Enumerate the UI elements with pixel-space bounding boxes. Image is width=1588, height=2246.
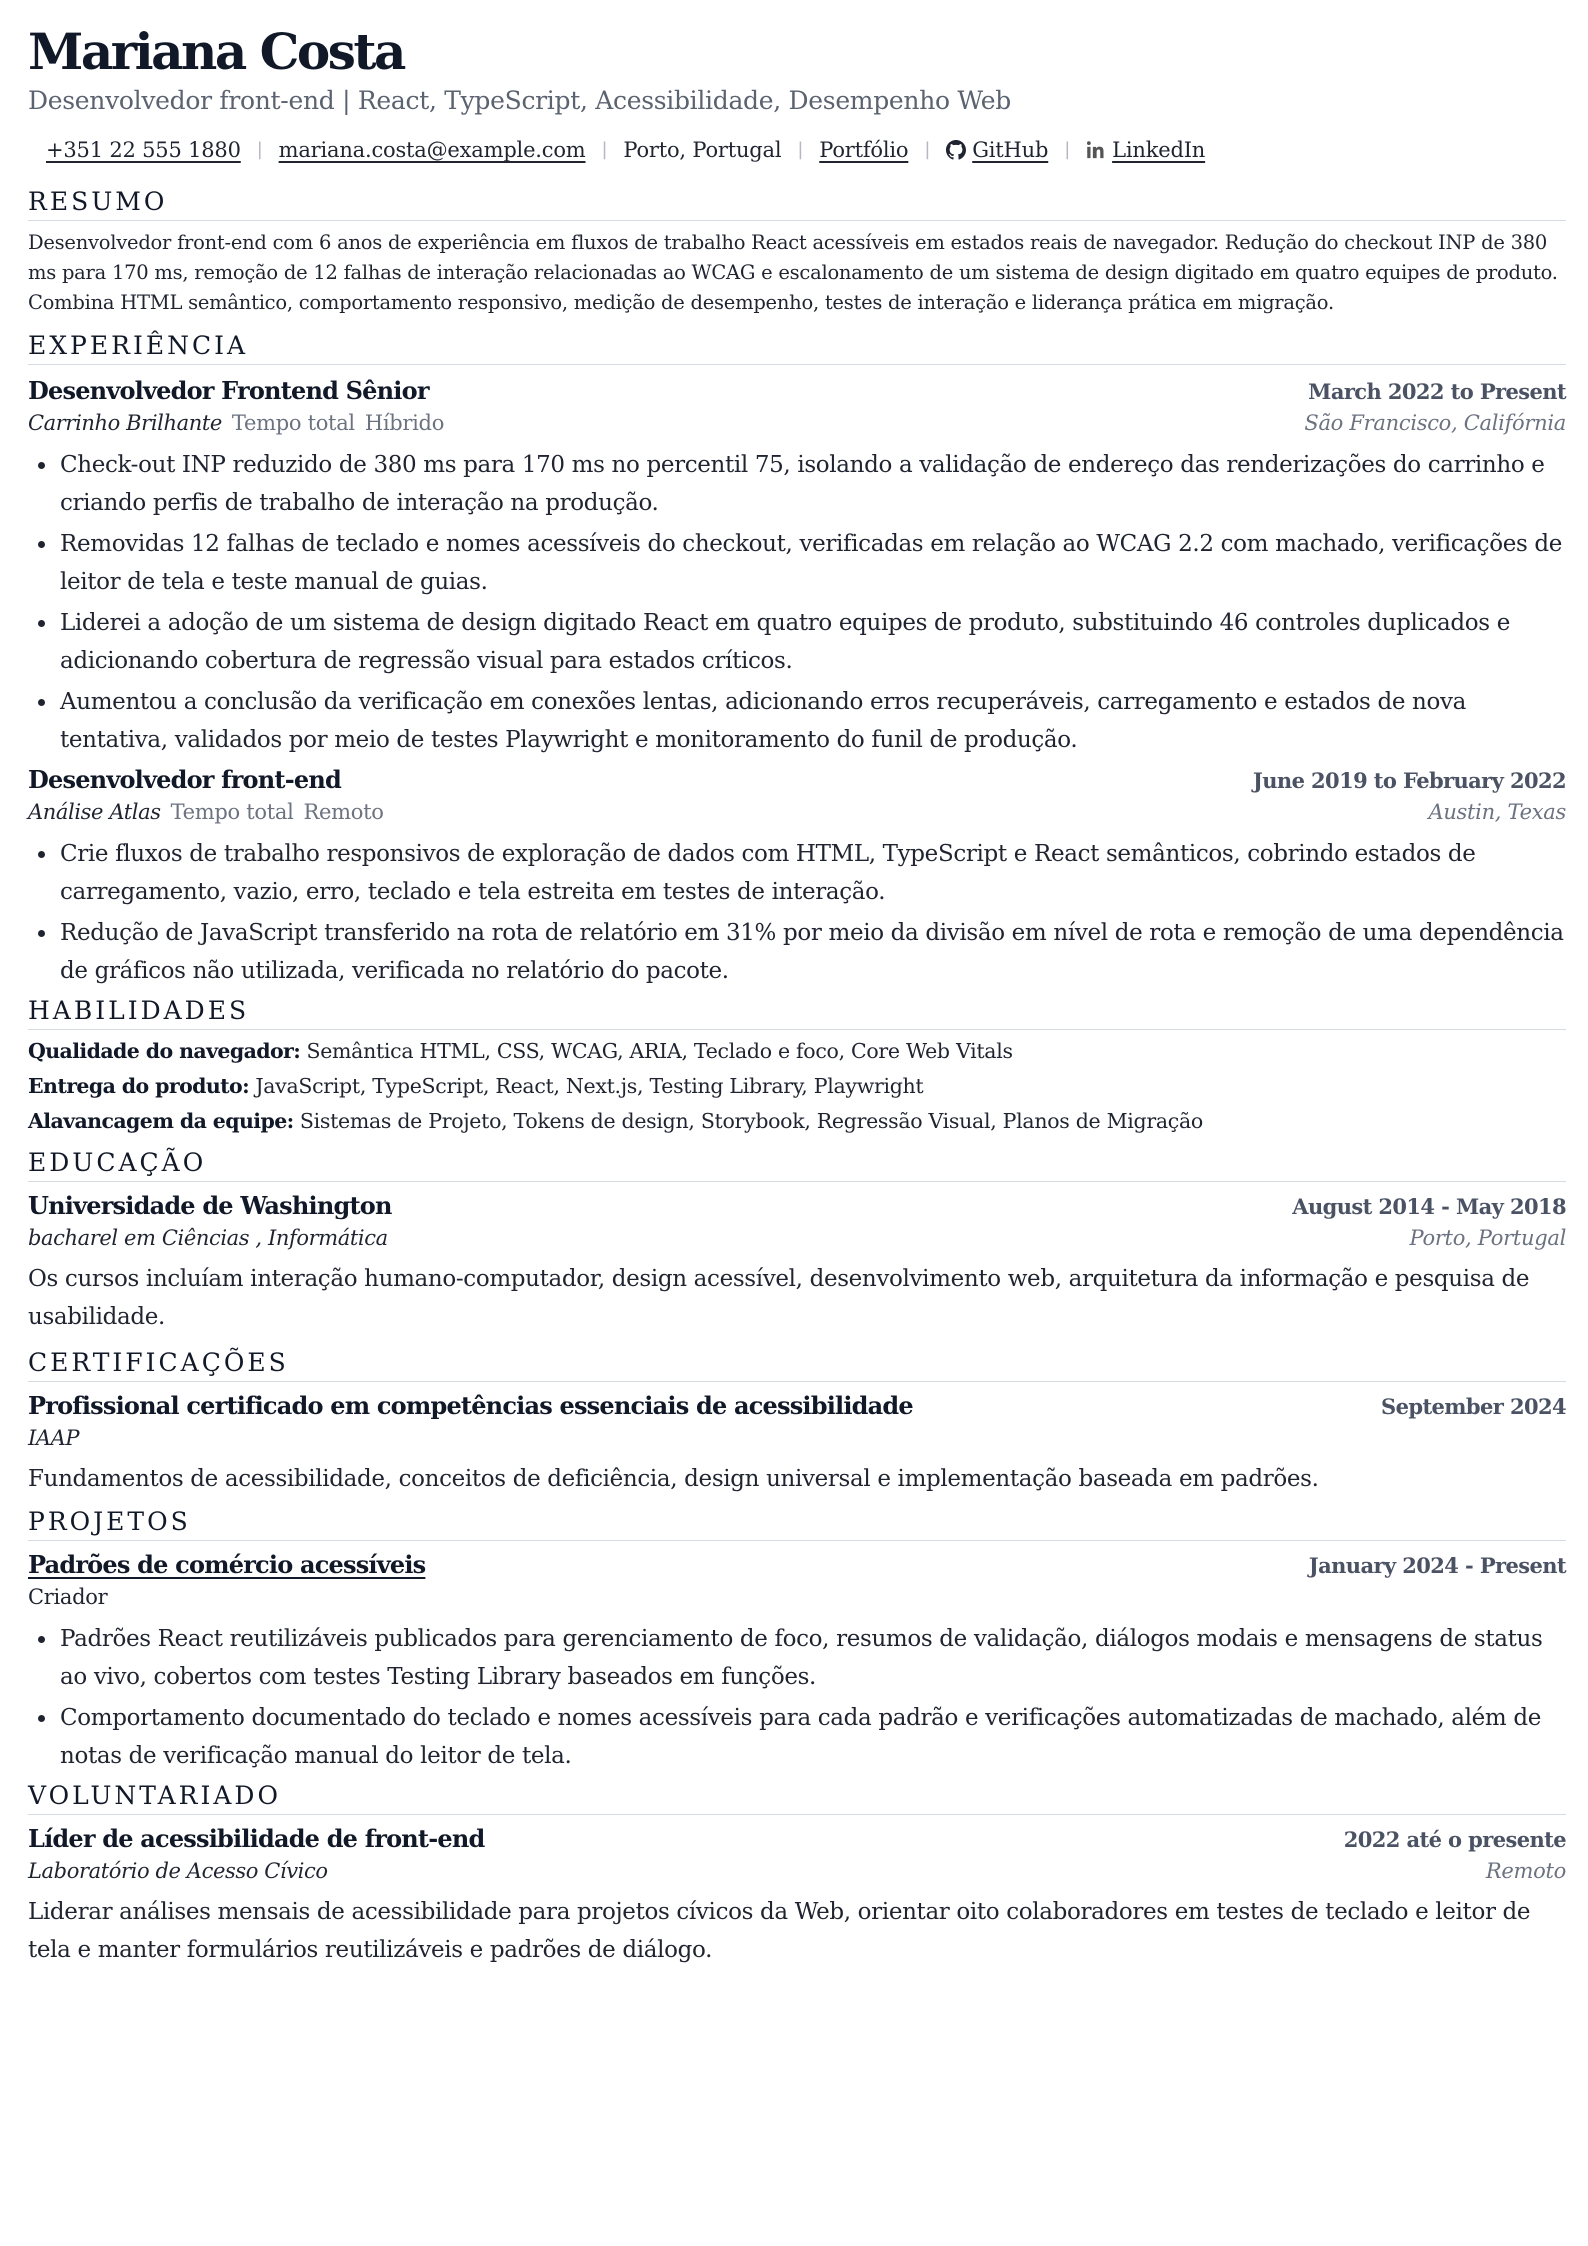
volunteer-dates: 2022 até o presente (1343, 1827, 1566, 1852)
bullet-item: • Check-out INP reduzido de 380 ms para 170 ms no percentil 75, isolando a validação de endereço das renderizações do carrinho e criando perfis de trabalho de interação na produção. (58, 446, 1566, 522)
skill-value: Sistemas de Projeto, Tokens de design, Storybook, Regressão Visual, Planos de Migração (299, 1109, 1203, 1133)
job-dates: June 2019 to February 2022 (1252, 768, 1566, 793)
volunteer-role: Líder de acessibilidade de front-end (28, 1824, 485, 1853)
bullet-item: • Comportamento documentado do teclado e nomes acessíveis para cada padrão e verificações automatizadas de machado, além de notas de verificação manual do leitor de tela. (58, 1699, 1566, 1775)
education-section (28, 1148, 1566, 1336)
summary-section (28, 187, 1566, 318)
project-name-link[interactable]: Padrões de comércio acessíveis (28, 1550, 426, 1579)
skill-label: Entrega do produto: (28, 1074, 250, 1098)
job-location: Austin, Texas (1428, 800, 1566, 824)
job-bullets (28, 446, 1566, 759)
skill-row (28, 1034, 1566, 1069)
bullet-item: • Liderei a adoção de um sistema de design digitado React em quatro equipes de produto, substituindo 46 controles duplicados e adicionando cobertura de regressão visual para estados críticos. (58, 604, 1566, 680)
section-title-summary: RESUMO (28, 187, 1566, 221)
school-name: Universidade de Washington (28, 1191, 392, 1220)
separator: | (256, 139, 263, 160)
employment-type: Tempo total (231, 411, 355, 435)
section-title-certifications: CERTIFICAÇÕES (28, 1348, 1566, 1382)
linkedin-icon (1086, 140, 1106, 160)
portfolio-link[interactable]: Portfólio (819, 138, 909, 162)
certifications-section (28, 1348, 1566, 1498)
job-title: Desenvolvedor front-end (28, 765, 341, 794)
experience-section (28, 331, 1566, 990)
company-name: Análise Atlas (28, 800, 161, 824)
bullet-item: • Aumentou a conclusão da verificação em conexões lentas, adicionando erros recuperáveis, carregamento e estados de nova tentativa, validados por meio de testes Playwright e monitoramento do funil de produção. (58, 683, 1566, 759)
skill-value: JavaScript, TypeScript, React, Next.js, Testing Library, Playwright (255, 1074, 924, 1098)
skill-value: Semântica HTML, CSS, WCAG, ARIA, Teclado e foco, Core Web Vitals (306, 1039, 1013, 1063)
degree: bacharel em Ciências , Informática (28, 1226, 388, 1250)
certification-text: Fundamentos de acessibilidade, conceitos de deficiência, design universal e implementação baseada em padrões. (28, 1466, 1319, 1492)
volunteer-location: Remoto (1485, 1859, 1566, 1883)
phone-link[interactable]: +351 22 555 1880 (46, 138, 241, 162)
bullet-item: • Redução de JavaScript transferido na rota de relatório em 31% por meio da divisão em nível de rota e remoção de uma dependência de gráficos não utilizada, verificada no relatório do pacote. (58, 914, 1566, 990)
bullet-item: • Crie fluxos de trabalho responsivos de exploração de dados com HTML, TypeScript e React semânticos, cobrindo estados de carregamento, vazio, erro, teclado e tela estreita em testes de interação. (58, 835, 1566, 911)
job-title: Desenvolvedor Frontend Sênior (28, 376, 429, 405)
candidate-name: Mariana Costa (28, 22, 404, 81)
section-title-education: EDUCAÇÃO (28, 1148, 1566, 1182)
summary-text: Desenvolvedor front-end com 6 anos de experiência em fluxos de trabalho React acessíveis em estados reais de navegador. Redução do checkout INP de 380 ms para 170 ms, remoção de 12 falhas de interação relacionadas ao WCAG e escalonamento de um sistema de design digitado em quatro equipes de produto. Combina HTML semântico, comportamento responsivo, medição de desempenho, testes de interação e liderança prática em migração. (28, 231, 1558, 314)
section-title-skills: HABILIDADES (28, 996, 1566, 1030)
job-bullets (28, 835, 1566, 990)
linkedin-link-wrap[interactable] (1086, 135, 1205, 165)
contact-bar (46, 135, 1566, 165)
separator: | (1064, 139, 1071, 160)
volunteer-org: Laboratório de Acesso Cívico (28, 1859, 328, 1883)
job-dates: March 2022 to Present (1308, 379, 1566, 404)
certification-date: September 2024 (1381, 1394, 1566, 1419)
section-title-experience: EXPERIÊNCIA (28, 331, 1566, 365)
employment-type: Tempo total (170, 800, 294, 824)
volunteer-section (28, 1781, 1566, 1969)
linkedin-link[interactable]: LinkedIn (1112, 138, 1206, 162)
github-link[interactable]: GitHub (972, 138, 1049, 162)
project-dates: January 2024 - Present (1308, 1553, 1566, 1578)
headline: Desenvolvedor front-end | React, TypeScript, Acessibilidade, Desempenho Web (28, 86, 1011, 115)
projects-section (28, 1507, 1566, 1775)
resume-page (28, 22, 1566, 1969)
work-mode: Remoto (303, 800, 384, 824)
experience-entry (28, 764, 1566, 990)
job-location: São Francisco, Califórnia (1304, 411, 1566, 435)
skill-label: Alavancagem da equipe: (28, 1109, 294, 1133)
skills-section (28, 996, 1566, 1139)
bullet-item: • Padrões React reutilizáveis publicados para gerenciamento de foco, resumos de validação, diálogos modais e mensagens de status ao vivo, cobertos com testes Testing Library baseados em funções. (58, 1620, 1566, 1696)
education-dates: August 2014 - May 2018 (1292, 1194, 1566, 1219)
education-text: Os cursos incluíam interação humano-computador, design acessível, desenvolvimento web, arquitetura da informação e pesquisa de usabilidade. (28, 1266, 1530, 1330)
company-name: Carrinho Brilhante (28, 411, 222, 435)
education-location: Porto, Portugal (1409, 1226, 1566, 1250)
location-text: Porto, Portugal (623, 138, 782, 162)
project-role: Criador (28, 1585, 108, 1609)
certification-issuer: IAAP (28, 1426, 80, 1450)
email-link[interactable]: mariana.costa@example.com (278, 138, 586, 162)
project-bullets (28, 1620, 1566, 1775)
experience-entry (28, 375, 1566, 759)
separator: | (601, 139, 608, 160)
bullet-item: • Removidas 12 falhas de teclado e nomes acessíveis do checkout, verificadas em relação ao WCAG 2.2 com machado, verificações de leitor de tela e teste manual de guias. (58, 525, 1566, 601)
section-title-projects: PROJETOS (28, 1507, 1566, 1541)
skill-row (28, 1104, 1566, 1139)
volunteer-text: Liderar análises mensais de acessibilidade para projetos cívicos da Web, orientar oito colaboradores em testes de teclado e leitor de tela e manter formulários reutilizáveis e padrões de diálogo. (28, 1899, 1531, 1963)
github-icon (946, 140, 966, 160)
skill-row (28, 1069, 1566, 1104)
separator: | (924, 139, 931, 160)
separator: | (797, 139, 804, 160)
github-link-wrap[interactable] (946, 135, 1048, 165)
section-title-volunteer: VOLUNTARIADO (28, 1781, 1566, 1815)
certification-name: Profissional certificado em competências essenciais de acessibilidade (28, 1391, 913, 1420)
skill-label: Qualidade do navegador: (28, 1039, 301, 1063)
work-mode: Híbrido (364, 411, 445, 435)
